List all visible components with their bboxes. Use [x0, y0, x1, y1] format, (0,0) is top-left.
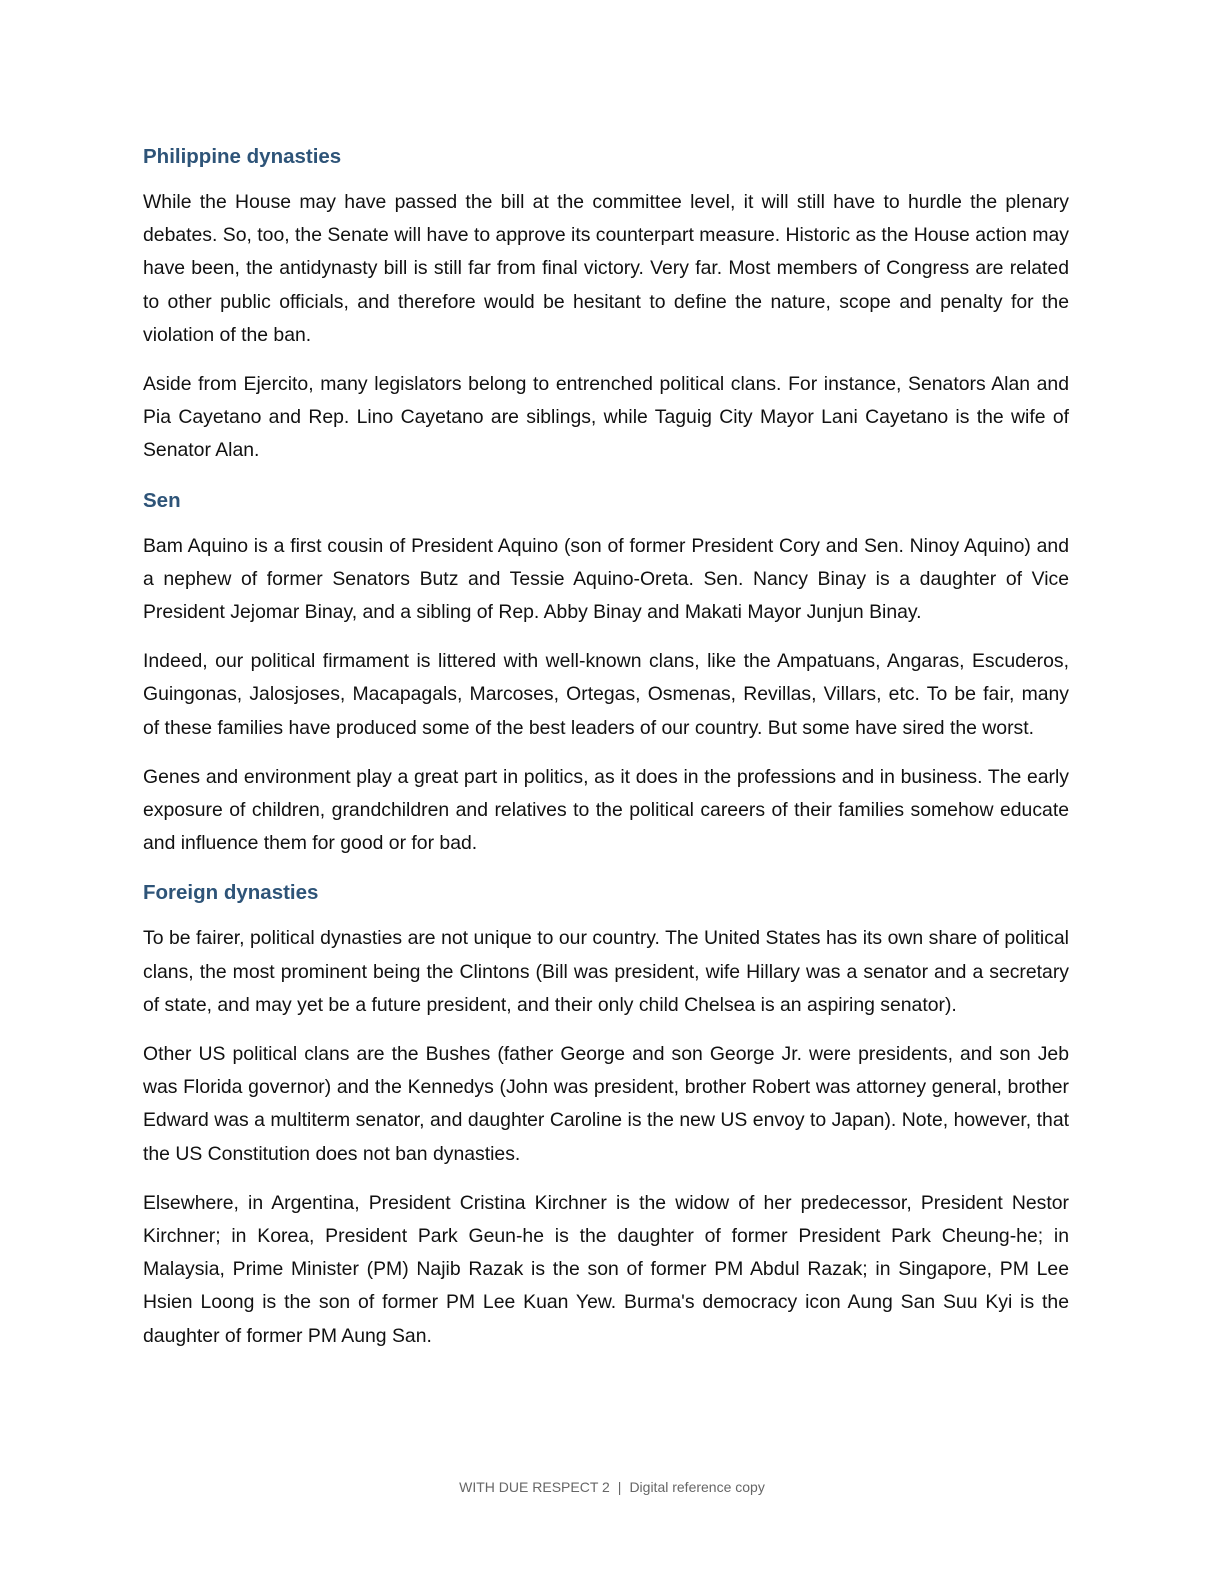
section-heading: Philippine dynasties	[143, 145, 342, 168]
paragraph: Other US political clans are the Bushes (father George and son George Jr. were presidents, and son Jeb was Florida governor) and the Kennedys (John was president, brother Robert was attorney general, brother Edward was a multiterm senator, and daughter Caroline is the new US envoy to Japan). Note, however, that the US Constitution does not ban dynasties.	[143, 1043, 1069, 1165]
paragraph: Bam Aquino is a first cousin of President Aquino (son of former President Cory and Sen. Ninoy Aquino) and a nephew of former Senators Butz and Tessie Aquino-Oreta. Sen. Nancy Binay is a daughter of Vice President Jejomar Binay, and a sibling of Rep. Abby Binay and Makati Mayor Junjun Binay.	[143, 534, 1069, 624]
footer-separator: |	[617, 1479, 622, 1495]
footer-note: Digital reference copy	[629, 1479, 765, 1495]
document-page	[143, 140, 1069, 1369]
footer-title: WITH DUE RESPECT 2	[459, 1479, 610, 1495]
section-heading: Sen	[143, 488, 181, 512]
section-philippine-dynasties	[143, 140, 1069, 468]
paragraph: While the House may have passed the bill at the committee level, it will still have to hurdle the plenary debates. So, too, the Senate will have to approve its counterpart measure. Historic as the House action may have been, the antidynasty bill is still far from final victory. Very far. Most members of Congress are related to other public officials, and therefore would be hesitant to define the nature, scope and penalty for the violation of the ban.	[143, 191, 1069, 346]
paragraph: To be fairer, political dynasties are not unique to our country. The United States has its own share of political clans, the most prominent being the Clintons (Bill was president, wife Hillary was a senator and a secretary of state, and may yet be a future president, and their only child Chelsea is an aspiring senator).	[143, 927, 1069, 1016]
page-footer	[0, 1479, 1224, 1495]
paragraph: Genes and environment play a great part in politics, as it does in the professions and in business. The early exposure of children, grandchildren and relatives to the political careers of their families somehow educate and influence them for good or for bad.	[143, 765, 1069, 855]
section-heading: Foreign dynasties	[143, 881, 319, 905]
paragraph: Aside from Ejercito, many legislators belong to entrenched political clans. For instance, Senators Alan and Pia Cayetano and Rep. Lino Cayetano are siblings, while Taguig City Mayor Lani Cayetano is the wife of Senator Alan.	[143, 373, 1069, 462]
paragraph: Indeed, our political firmament is littered with well-known clans, like the Ampatuans, Angaras, Escuderos, Guingonas, Jalosjoses, Macapagals, Marcoses, Ortegas, Osmenas, Revillas, Villars, etc. To be fair, many of these families have produced some of the best leaders of our country. But some have sired the worst.	[143, 650, 1069, 739]
section-foreign-dynasties	[143, 876, 1069, 1352]
section-sen	[143, 484, 1069, 861]
paragraph: Elsewhere, in Argentina, President Cristina Kirchner is the widow of her predecessor, President Nestor Kirchner; in Korea, President Park Geun-he is the daughter of former President Park Cheung-he; in Malaysia, Prime Minister (PM) Najib Razak is the son of former PM Abdul Razak; in Singapore, PM Lee Hsien Loong is the son of former PM Lee Kuan Yew. Burma's democracy icon Aung San Suu Kyi is the daughter of former PM Aung San.	[143, 1191, 1069, 1347]
